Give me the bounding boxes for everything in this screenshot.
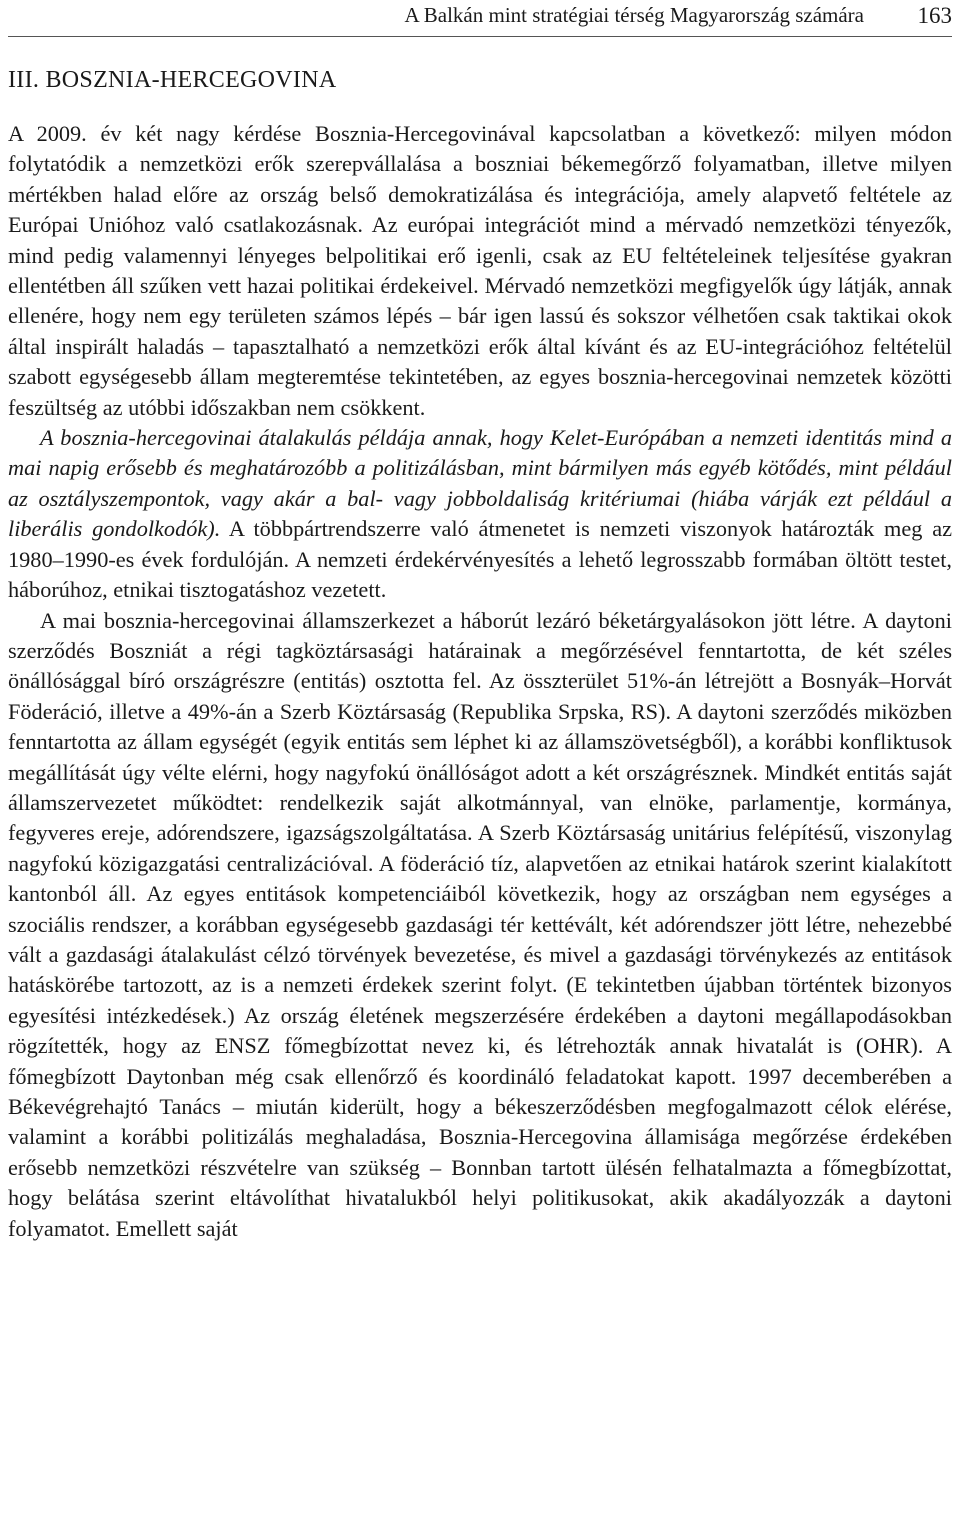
running-title: A Balkán mint stratégiai térség Magyarország számára (404, 3, 864, 27)
paragraph-2-italic-lead: A bosznia-hercegovinai átalakulás példája annak, hogy Kelet-Európában a nemzeti identitás mind a mai napig erősebb és meghatározóbb a politizálásban, mint bármilyen más egyéb kötődés, mint például az osztályszempontok, vagy akár a bal- vagy jobboldaliság kritériumai (hiába várják ezt például a liberális gondolkodók). (8, 425, 952, 542)
paragraph-1 (8, 119, 952, 423)
running-header (8, 0, 952, 37)
paragraph-2-text: A többpártrendszerre való átmenetet is nemzeti viszonyok határozták meg az 1980–1990-es évek fordulóján. A nemzeti érdekérvényesítés a lehető legrosszabb formában öltött testet, háborúhoz, etnikai tisztogatáshoz vezetett. (8, 516, 952, 603)
section-heading: III. BOSZNIA-HERCEGOVINA (8, 67, 337, 93)
page-number: 163 (917, 3, 952, 28)
paragraph-3-text: A mai bosznia-hercegovinai államszerkezet a háborút lezáró béketárgyalásokon jött létre. A daytoni szerződés Boszniát a régi tagköztársasági határainak a megőrzésével fenntartotta, de két széles önállósággal bíró országrészre (entitás) osztotta fel. Az összterület 51%-án létrejött a Bosnyák–Horvát Föderáció, illetve a 49%-án a Szerb Köztársaság (Republika Srpska, RS). A daytoni szerződés miközben fenntartotta az állam egységét (egyik entitás sem léphet ki az államszövetségből), a korábbi konfliktusok megállítását úgy vélte elérni, hogy nagyfokú önállóságot adott a két országrésznek. Mindkét entitás saját államszervezetet működtet: rendelkezik saját alkotmánnyal, van elnöke, parlamentje, kormánya, fegyveres ereje, adórendszere, igazságszolgáltatása. A Szerb Köztársaság unitárius felépítésű, viszonylag nagyfokú közigazgatási centralizációval. A föderáció tíz, alapvetően az etnikai határok szerint kialakított kantonból áll. Az egyes entitások kompetenciáiból következik, hogy az országban nem egységes a szociális rendszer, a korábban egységesebb gazdasági tér kettévált, két adórendszer jött létre, nehezebbé vált a gazdasági átalakulást célzó törvények bevezetése, és mivel a gazdasági törvénykezés az entitások hatáskörébe tartozott, az is a nemzeti érdekek szerint folyt. (E tekintetben újabban történtek bizonyos egyesítési intézkedések.) Az ország életének megszerzésére érdekében a daytoni megállapodásokban rögzítették, hogy az ENSZ főmegbízottat nevez ki, és létrehozták annak hivatalát is (OHR). A főmegbízott Daytonban még csak ellenőrző és koordináló feladatokat kapott. 1997 decemberében a Békevégrehajtó Tanács – miután kiderült, hogy a békeszerződésben megfogalmazott célok elérése, valamint a korábbi politizálás meghaladása, Bosznia-Hercegovina államisága megőrzése érdekében erősebb nemzetközi részvételre van szükség – Bonnban tartott ülésén felhatalmazta a főmegbízottat, hogy belátása szerint eltávolíthat hivatalukból helyi politikusokat, akik akadályozzák a daytoni folyamatot. Emellett saját (8, 607, 952, 1241)
paragraph-1-text: A 2009. év két nagy kérdése Bosznia-Hercegovinával kapcsolatban a következő: milyen módon folytatódik a nemzetközi erők szerepvállalása a boszniai békemegőrző folyamatban, illetve milyen mértékben halad előre az ország belső demokratizálása és integrációja, amely alapvető feltétele az Európai Unióhoz való csatlakozásnak. Az európai integrációt mind a mérvadó nemzetközi tényezők, mind pedig valamennyi lényeges belpolitikai erő igenli, csak az EU feltételeinek teljesítése gyakran ellentétben áll szűken vett hazai politikai érdekeivel. Mérvadó nemzetközi megfigyelők úgy látják, annak ellenére, hogy nem egy területen számos lépés – bár igen lassú és sokszor vélhetően csak taktikai okok által inspirált haladás – tapasztalható a nemzetközi erők által kívánt és az EU-integrációhoz feltételül szabott egységesebb állam megteremtése tekintetében, az egyes bosznia-hercegovinai nemzetek közötti feszültség az utóbbi időszakban nem csökkent. (8, 121, 952, 420)
paragraph-2 (8, 423, 952, 605)
document-page (8, 0, 952, 1244)
paragraph-3 (8, 606, 952, 1245)
